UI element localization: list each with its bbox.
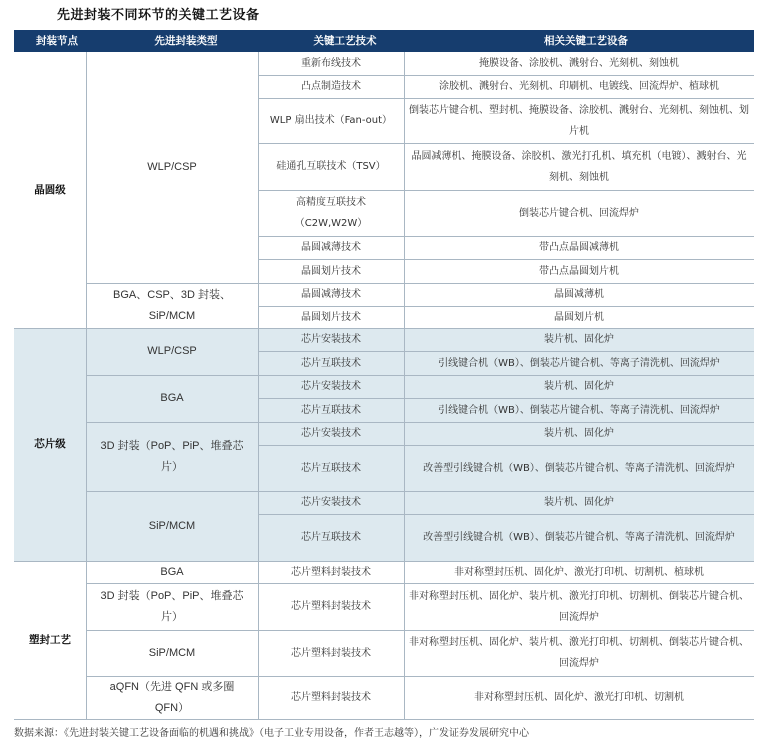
tech-cell: 高精度互联技术（C2W,W2W）	[294, 197, 368, 229]
node-molding: 塑封工艺	[29, 633, 71, 646]
tech-cell: 芯片安装技术	[301, 334, 361, 345]
equip-cell: 装片机、固化炉	[544, 428, 614, 439]
tech-cell: 芯片安装技术	[301, 381, 361, 392]
tech-cell: 芯片互联技术	[301, 357, 361, 369]
tech-cell: 晶圆减薄技术	[301, 289, 361, 300]
equip-cell: 倒装芯片键合机、回流焊炉	[519, 207, 639, 219]
tech-cell: 硅通孔互联技术（TSV）	[276, 161, 386, 172]
col-header-equip: 相关关键工艺设备	[544, 35, 628, 47]
node-chip-level: 芯片级	[34, 438, 66, 450]
tech-cell: 芯片互联技术	[301, 532, 361, 543]
equip-cell: 装片机、固化炉	[544, 334, 614, 345]
equip-cell: 非对称塑封压机、固化炉、装片机、激光打印机、切割机、倒装芯片键合机、回流焊炉	[409, 590, 749, 623]
divider	[14, 719, 754, 720]
tech-cell: 芯片塑料封装技术	[291, 692, 371, 703]
equip-cell: 倒装芯片键合机、塑封机、掩膜设备、涂胶机、溅射台、光刻机、刻蚀机、划片机	[409, 104, 749, 137]
equip-cell: 引线键合机（WB）、倒装芯片键合机、等离子清洗机、回流焊炉	[438, 404, 720, 416]
equip-cell: 晶圆划片机	[554, 311, 604, 323]
tech-cell: 芯片塑料封装技术	[291, 566, 371, 578]
source-note: 数据来源：《先进封装关键工艺设备面临的机遇和挑战》（电子工业专用设备，作者王志越等），广发证券发展研究中心	[14, 728, 529, 739]
type-mold-aqfn: aQFN（先进 QFN 或多圈 QFN）	[109, 680, 235, 714]
equip-cell: 装片机、固化炉	[544, 497, 614, 508]
tech-cell: WLP 扇出技术（Fan-out）	[269, 115, 393, 126]
tech-cell: 芯片安装技术	[301, 497, 361, 508]
type-chip-bga: BGA	[160, 392, 184, 404]
type-wafer-wlp: WLP/CSP	[147, 161, 197, 173]
node-wafer-level: 晶圆级	[34, 183, 66, 196]
equip-cell: 带凸点晶圆划片机	[539, 265, 619, 277]
equip-cell: 晶圆减薄机	[554, 289, 604, 300]
tech-cell: 芯片塑料封装技术	[291, 601, 371, 612]
tech-cell: 芯片互联技术	[301, 404, 361, 416]
tech-cell: 芯片互联技术	[301, 462, 361, 474]
col-header-node: 封装节点	[36, 35, 78, 47]
col-header-type: 先进封装类型	[154, 35, 218, 47]
tech-cell: 凸点制造技术	[301, 81, 361, 92]
equip-cell: 改善型引线键合机（WB）、倒装芯片键合机、等离子清洗机、回流焊炉	[423, 532, 735, 543]
type-mold-sip: SiP/MCM	[148, 646, 196, 659]
equip-cell: 改善型引线键合机（WB）、倒装芯片键合机、等离子清洗机、回流焊炉	[423, 462, 735, 474]
equip-cell: 引线键合机（WB）、倒装芯片键合机、等离子清洗机、回流焊炉	[438, 357, 720, 369]
type-chip-sip: SiP/MCM	[148, 519, 196, 532]
equip-cell: 带凸点晶圆减薄机	[539, 242, 619, 253]
tech-cell: 重新布线技术	[301, 58, 361, 69]
type-wafer-bga: BGA、CSP、3D 封装、SiP/MCM	[113, 288, 231, 322]
tech-cell: 晶圆划片技术	[301, 265, 361, 277]
tech-cell: 芯片安装技术	[301, 428, 361, 439]
equip-cell: 掩膜设备、涂胶机、溅射台、光刻机、刻蚀机	[479, 58, 679, 69]
type-chip-wlp: WLP/CSP	[147, 345, 197, 357]
table-header	[14, 30, 754, 52]
tech-cell: 芯片塑料封装技术	[291, 647, 371, 659]
equip-cell: 装片机、固化炉	[544, 381, 614, 392]
tech-cell: 晶圆减薄技术	[301, 242, 361, 253]
page-title: 先进封装不同环节的关键工艺设备	[57, 8, 260, 23]
tech-cell: 晶圆划片技术	[301, 311, 361, 323]
equip-cell: 非对称塑封压机、固化炉、激光打印机、切割机、植球机	[454, 566, 704, 578]
type-chip-3d: 3D 封装（PoP、PiP、堆叠芯片）	[100, 439, 244, 473]
type-mold-3d: 3D 封装（PoP、PiP、堆叠芯片）	[100, 589, 244, 623]
equip-cell: 涂胶机、溅射台、光刻机、印刷机、电镀线、回流焊炉、植球机	[439, 81, 719, 92]
equip-cell: 非对称塑封压机、固化炉、激光打印机、切割机	[474, 692, 684, 703]
equip-cell: 晶圆减薄机、掩膜设备、涂胶机、激光打孔机、填充机（电镀）、溅射台、光刻机、刻蚀机	[411, 150, 747, 183]
equip-cell: 非对称塑封压机、固化炉、装片机、激光打印机、切割机、倒装芯片键合机、回流焊炉	[409, 637, 749, 669]
type-mold-bga: BGA	[160, 565, 184, 578]
col-header-tech: 关键工艺技术	[313, 35, 377, 47]
